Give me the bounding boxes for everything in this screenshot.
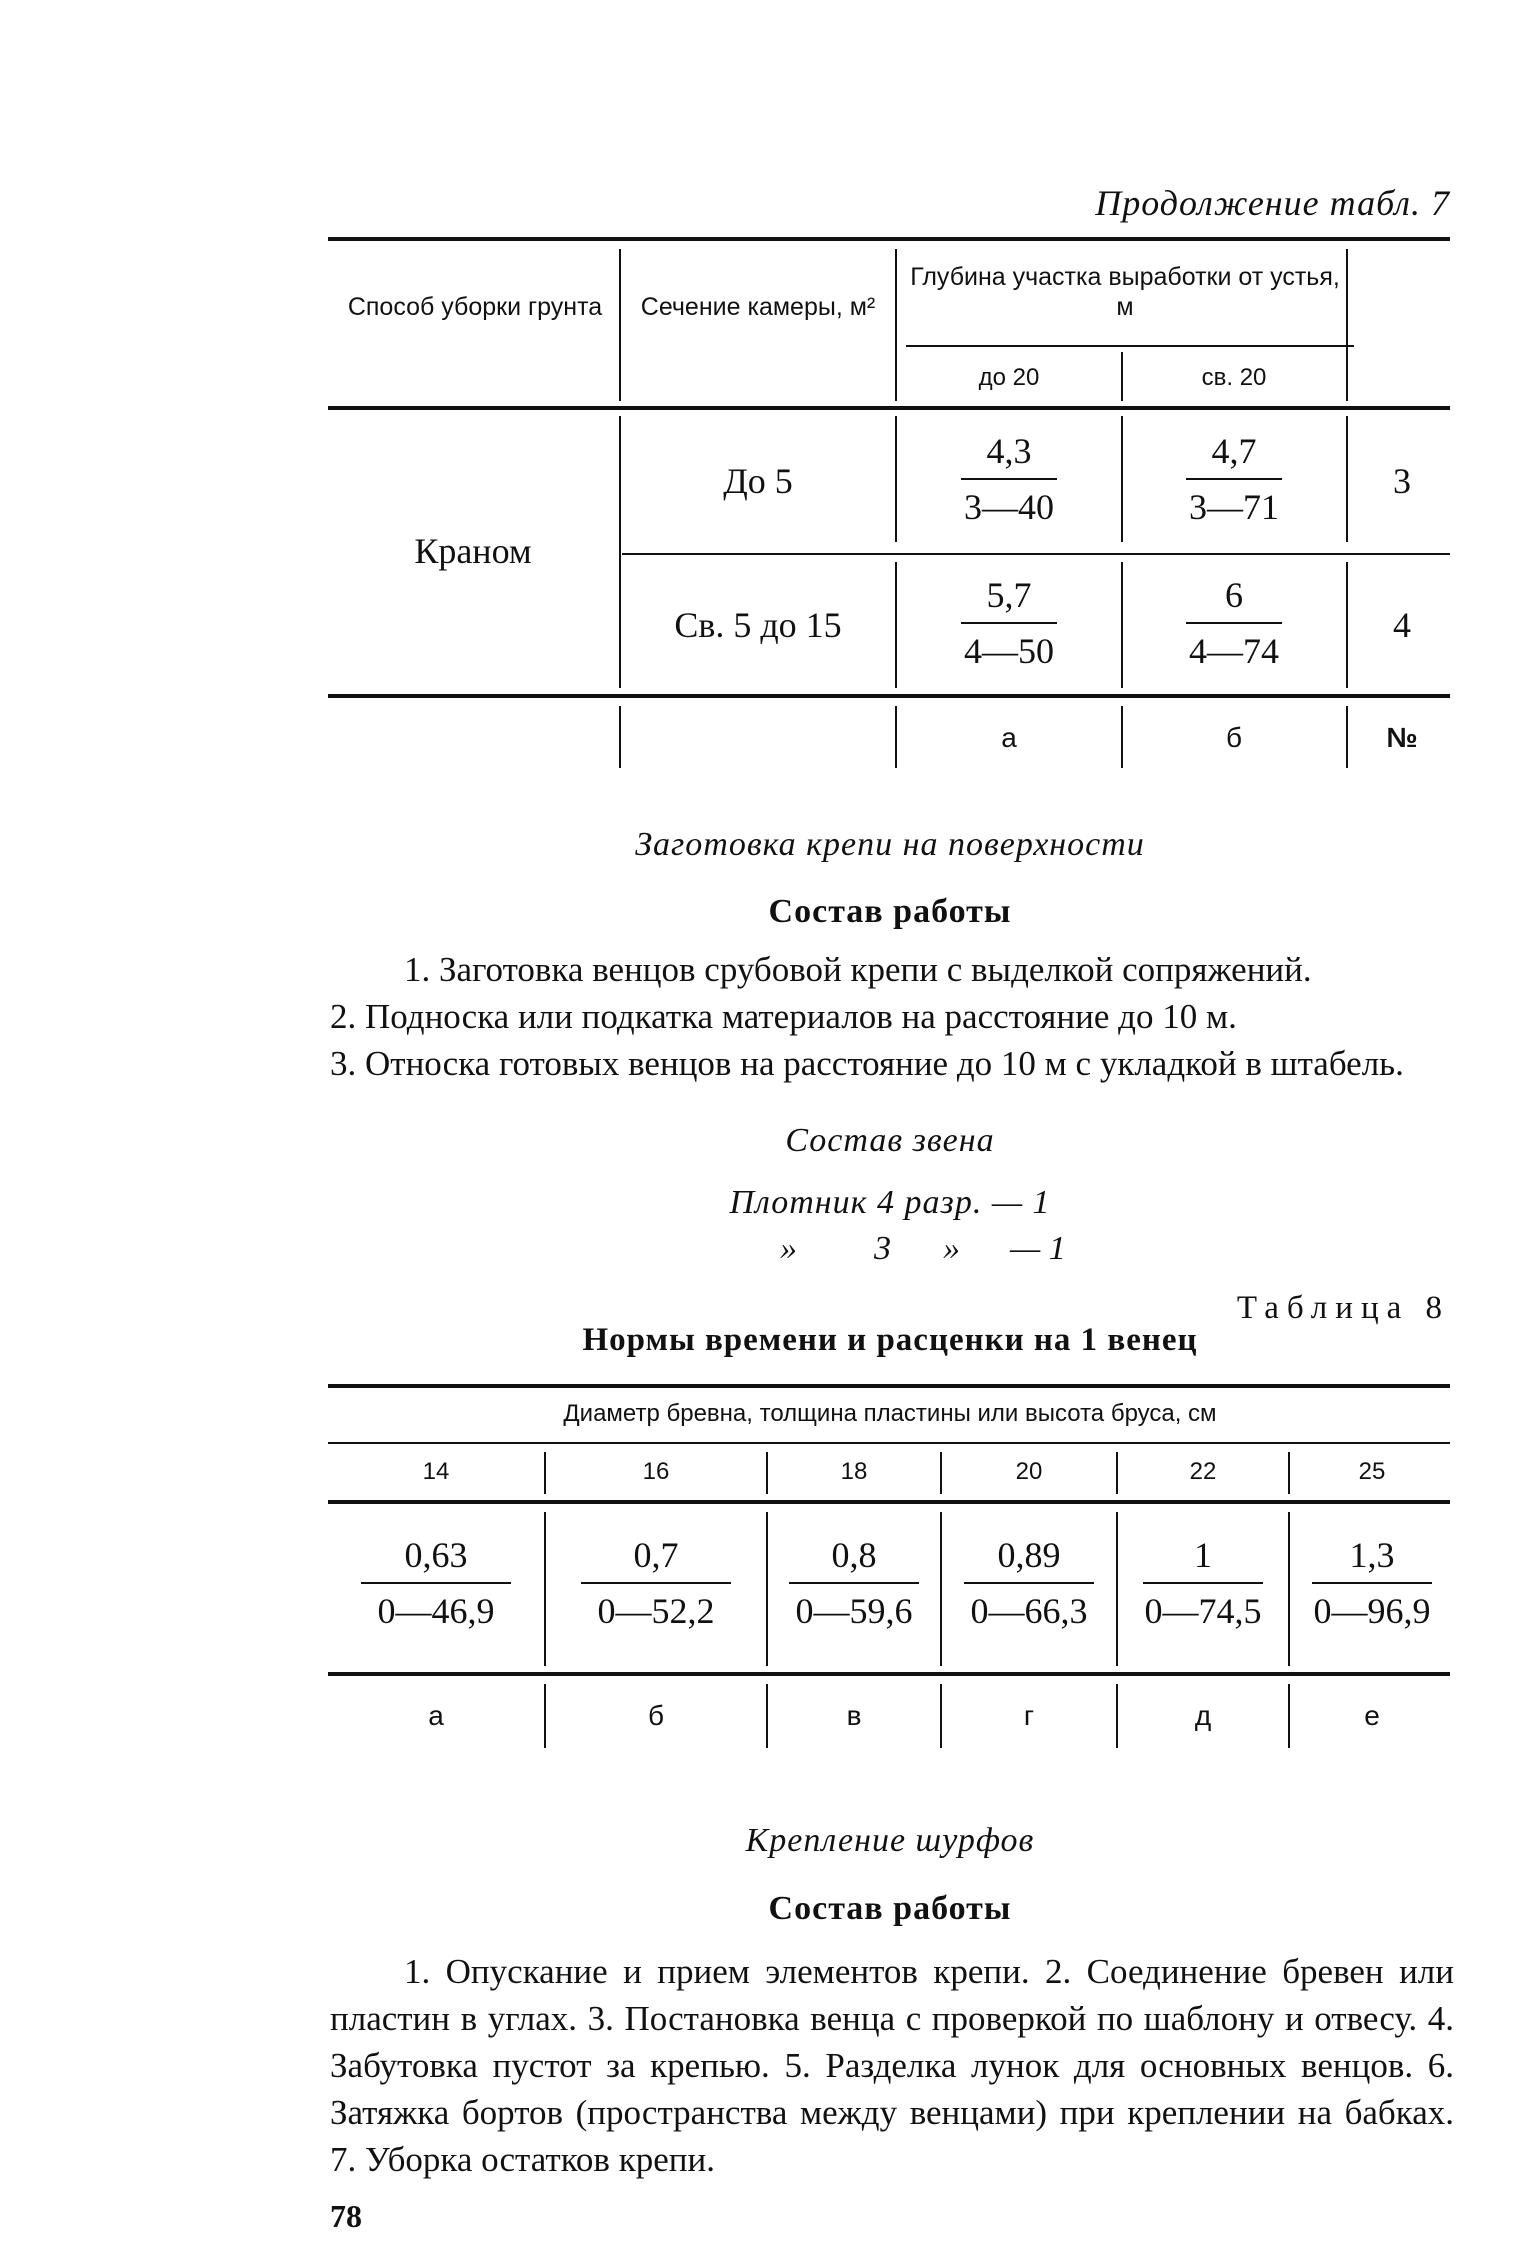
table7-vline-2 <box>895 249 897 401</box>
rate-value: 0—52,2 <box>597 1591 715 1631</box>
table8-vline-5c <box>1288 1684 1290 1748</box>
table7-vline-4d <box>1346 706 1348 768</box>
table8-vline-3 <box>940 1452 942 1494</box>
table8-footer-letter: е <box>1364 1700 1380 1731</box>
table7-body-bottom-rule <box>328 694 1450 698</box>
table7-row1-number: 3 <box>1393 461 1411 501</box>
table7-row-divider <box>622 553 1450 555</box>
table7-depth-subrule <box>906 345 1354 347</box>
table8-title: Нормы времени и расценки на 1 венец <box>582 1322 1198 1358</box>
rate-value: 0—74,5 <box>1144 1591 1262 1631</box>
norm-time-value: 1 <box>1194 1535 1212 1575</box>
table8-footer-letter: б <box>647 1700 665 1731</box>
table7-footer-number: № <box>1386 722 1418 753</box>
norm-time-value: 0,63 <box>404 1535 468 1575</box>
table7-vline-3 <box>1121 352 1123 401</box>
crew-line-1: Плотник 4 разр. — 1 <box>729 1184 1051 1221</box>
rate-value: 0—59,6 <box>795 1591 913 1631</box>
table8-col-header: 14 <box>422 1458 450 1485</box>
table7-vline-3d <box>1121 706 1123 768</box>
table8-vline-4c <box>1116 1684 1118 1748</box>
norm-time-value: 1,3 <box>1349 1535 1395 1575</box>
table8-col-header: 18 <box>840 1458 868 1485</box>
table7-vline-2b <box>895 416 897 542</box>
table8-footer-letter: д <box>1194 1700 1212 1731</box>
section1-crew-title: Состав звена <box>785 1122 995 1159</box>
table7-vline-2c <box>895 562 897 688</box>
norm-time-value: 0,89 <box>997 1535 1061 1575</box>
table8-col-header: 22 <box>1189 1458 1217 1485</box>
table7-row2-col-b <box>1125 572 1343 674</box>
table8-columns-rule <box>328 1500 1450 1504</box>
rate-value: 3—71 <box>1189 487 1279 527</box>
table7-row1-col-b <box>1125 428 1343 530</box>
table8-col-header: 16 <box>642 1458 670 1485</box>
table7-header-method: Способ уборки грунта <box>347 293 603 321</box>
crew-count: — 1 <box>1010 1230 1066 1267</box>
table8-vline-2b <box>766 1512 768 1666</box>
table8-header: Диаметр бревна, толщина пластины или высота бруса, см <box>563 1400 1217 1427</box>
crew-line-2 <box>780 1230 1140 1280</box>
table8-vline-2 <box>766 1452 768 1494</box>
table8-vline-3c <box>940 1684 942 1748</box>
table8-vline-4 <box>1116 1452 1118 1494</box>
table7-row2-number: 4 <box>1393 605 1411 645</box>
table8-cell <box>1292 1532 1452 1634</box>
table8-cell <box>330 1532 542 1634</box>
work-item: 3. Относка готовых венцов на расстояние до 10 м с укладкой в штабель. <box>330 1044 1404 1083</box>
table7-header-depth: Глубина участка выработки от устья, м <box>910 263 1340 321</box>
table7-top-rule <box>328 237 1450 241</box>
table8-vline-1 <box>544 1452 546 1494</box>
table7-vline-4c <box>1346 562 1348 688</box>
table8-vline-5 <box>1288 1452 1290 1494</box>
table7-vline-3c <box>1121 562 1123 688</box>
rate-value: 0—46,9 <box>377 1591 495 1631</box>
table8-vline-1c <box>544 1684 546 1748</box>
table7-footer-a: а <box>1001 722 1017 753</box>
norm-time-value: 5,7 <box>986 575 1032 615</box>
table7-vline-4 <box>1346 249 1348 401</box>
rate-value: 3—40 <box>964 487 1054 527</box>
table7-vline-4b <box>1346 416 1348 542</box>
table8-cell <box>1120 1532 1286 1634</box>
rate-value: 4—50 <box>964 631 1054 671</box>
work-item: 2. Подноска или подкатка материалов на расстояние до 10 м. <box>330 997 1237 1036</box>
section1-work-list <box>330 946 1454 1087</box>
table8-vline-5b <box>1288 1512 1290 1666</box>
table7-header-depth-a: до 20 <box>978 364 1040 391</box>
table8-label: Таблица 8 <box>1236 1290 1450 1326</box>
table7-method-value: Краном <box>414 531 532 571</box>
table8-cell <box>770 1532 938 1634</box>
work-item: 1. Заготовка венцов срубовой крепи с выделкой сопряжений. <box>404 950 1312 989</box>
table8-footer-letter: а <box>428 1700 444 1731</box>
table7-vline-1 <box>619 249 621 401</box>
table7-header-depth-b: св. 20 <box>1201 364 1267 391</box>
table8-vline-1b <box>544 1512 546 1666</box>
table7-vline-3b <box>1121 416 1123 542</box>
table8-vline-2c <box>766 1684 768 1748</box>
table7-row2-section: Св. 5 до 15 <box>674 605 842 645</box>
table7-footer-b: б <box>1225 722 1243 753</box>
table8-top-rule <box>328 1384 1450 1388</box>
crew-grade: 3 <box>874 1230 891 1267</box>
table8-cell <box>944 1532 1114 1634</box>
table7-row1-section: До 5 <box>723 461 793 501</box>
ditto-mark: » <box>943 1230 960 1267</box>
table7-row2-col-a <box>900 572 1118 674</box>
norm-time-value: 0,8 <box>831 1535 877 1575</box>
table8-vline-3b <box>940 1512 942 1666</box>
table7-vline-2d <box>895 706 897 768</box>
table7-vline-1c <box>619 706 621 768</box>
norm-time-value: 0,7 <box>633 1535 679 1575</box>
rate-value: 0—96,9 <box>1313 1591 1431 1631</box>
table7-row1-col-a <box>900 428 1118 530</box>
table7-vline-1b <box>619 416 621 688</box>
ditto-mark: » <box>780 1230 797 1267</box>
table8-col-header: 20 <box>1015 1458 1043 1485</box>
section1-title: Заготовка крепи на поверхности <box>635 826 1145 863</box>
rate-value: 4—74 <box>1189 631 1279 671</box>
table8-footer-letter: в <box>846 1700 862 1731</box>
norm-time-value: 4,3 <box>986 431 1032 471</box>
page-number: 78 <box>330 2198 362 2234</box>
table8-body-bottom-rule <box>328 1672 1450 1676</box>
table7-header-section: Сечение камеры, м² <box>640 293 876 321</box>
table8-vline-4b <box>1116 1512 1118 1666</box>
norm-time-value: 4,7 <box>1211 431 1257 471</box>
table8-cell <box>548 1532 764 1634</box>
norm-time-value: 6 <box>1225 575 1243 615</box>
table7-header-bottom-rule <box>328 406 1450 410</box>
section2-title: Крепление шурфов <box>745 1822 1035 1859</box>
table8-col-header: 25 <box>1358 1458 1386 1485</box>
table8-header-rule <box>328 1442 1450 1444</box>
rate-value: 0—66,3 <box>970 1591 1088 1631</box>
table8-footer-letter: г <box>1023 1700 1035 1731</box>
section2-work-text: 1. Опускание и прием элементов крепи. 2. Соединение бревен или пластин в углах. 3. Постановка венца с проверкой по шаблону и отвесу. 4. Забутовка пустот за крепью. 5. Разделка лунок для основных венцов. 6. Затяжка бортов (пространства между венцами) при креплении на бабках. 7. Уборка остатков крепи. <box>330 1952 1454 2179</box>
section2-work-title: Состав работы <box>768 1890 1012 1927</box>
table7-continuation-caption: Продолжение табл. 7 <box>1095 183 1450 223</box>
section1-work-title: Состав работы <box>768 893 1012 930</box>
